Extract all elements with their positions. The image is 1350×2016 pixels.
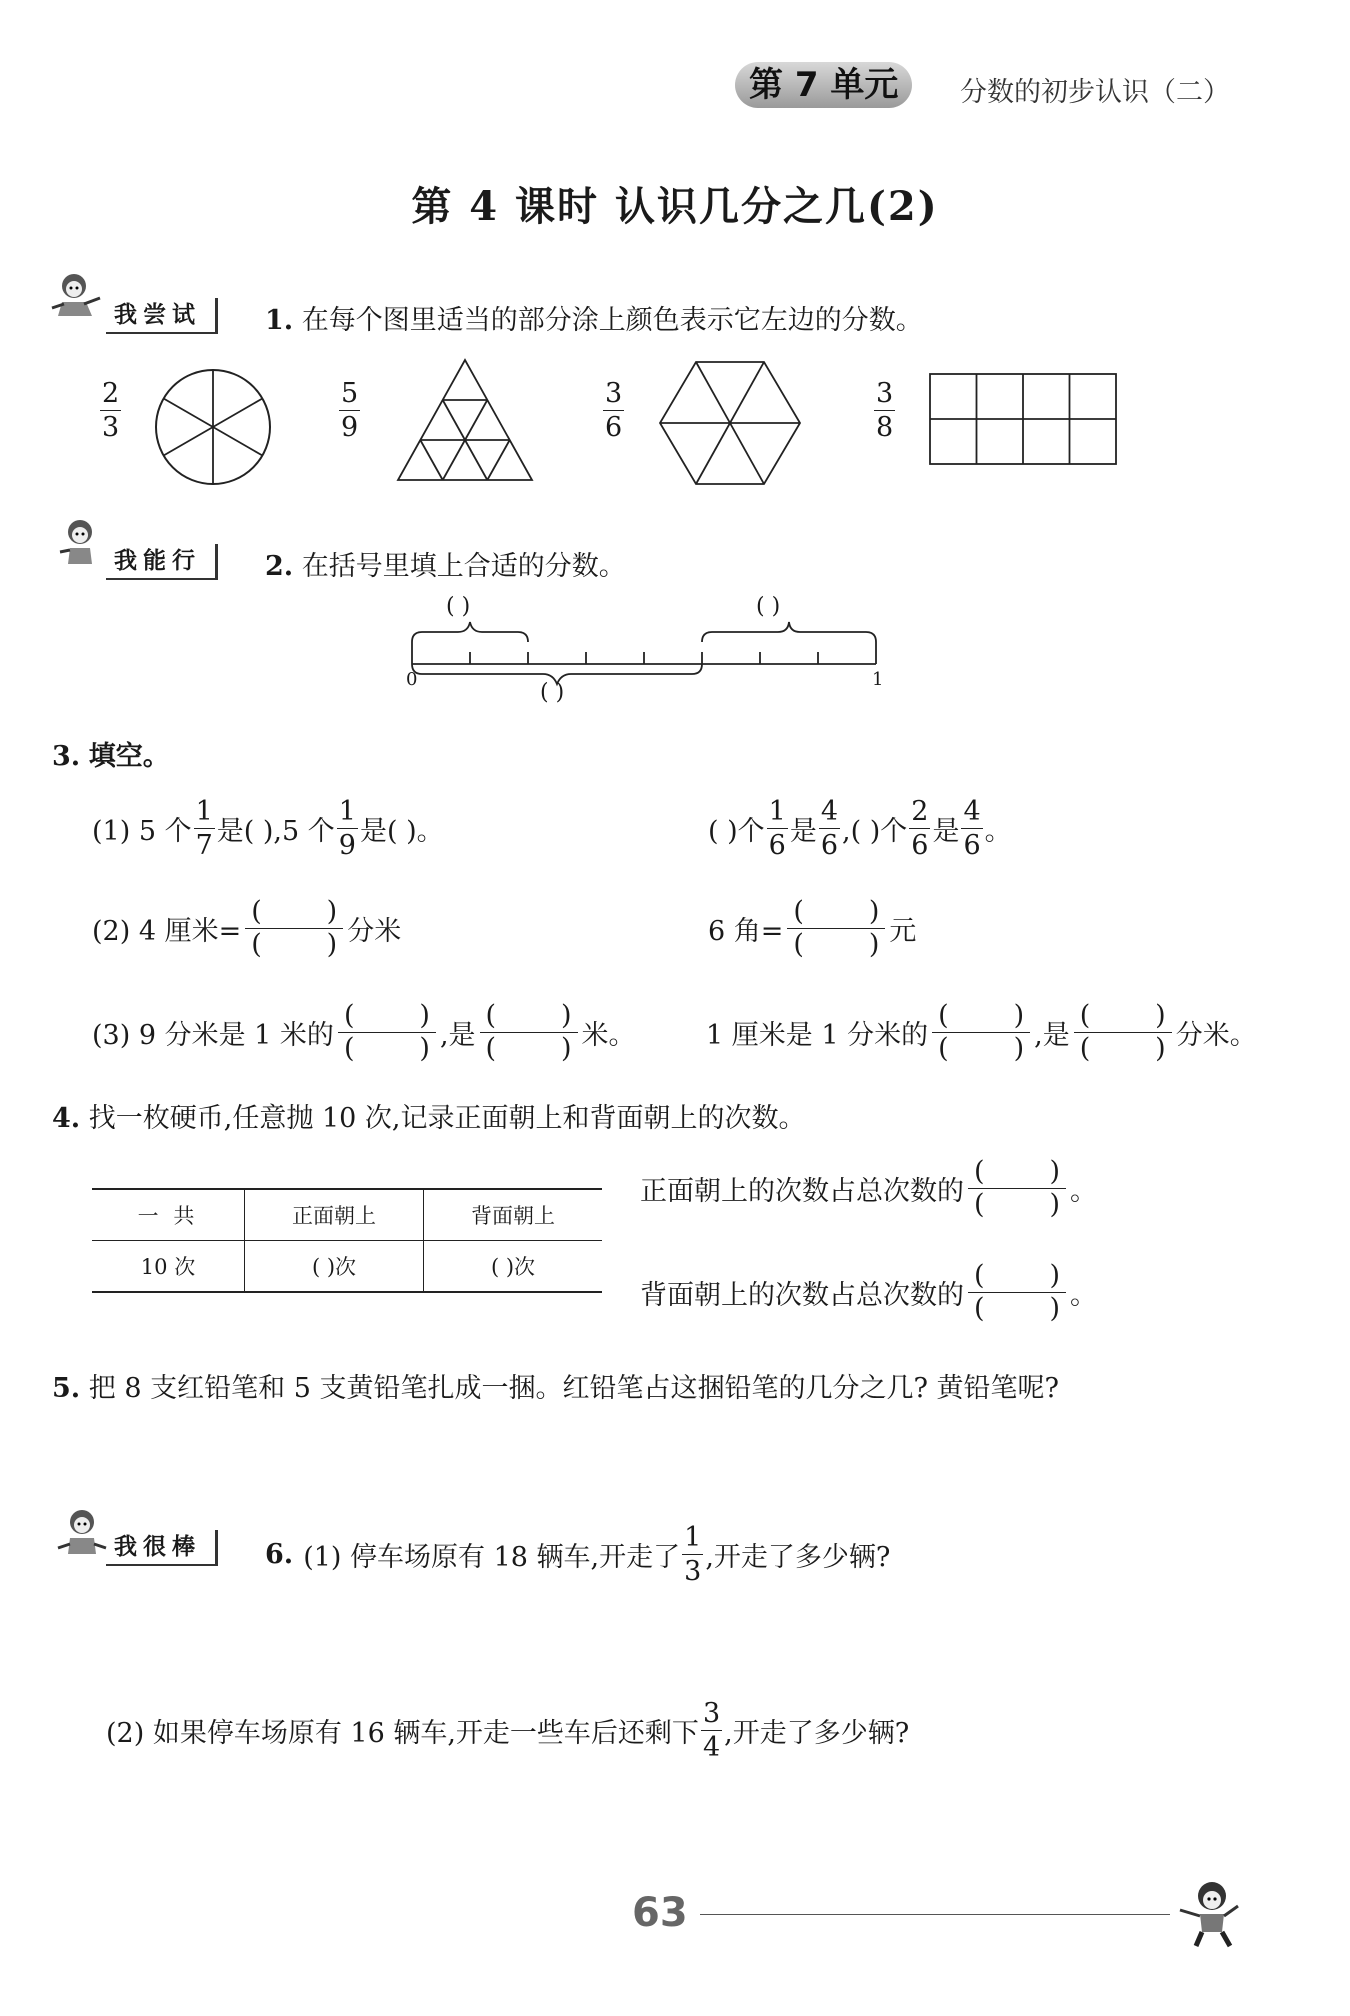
q4-front-question: 正面朝上的次数占总次数的 ( ) ( ) 。 [640, 1156, 1097, 1221]
q4-prompt: 4. 找一枚硬币,任意抛 10 次,记录正面朝上和背面朝上的次数。 [52, 1103, 806, 1134]
number-line [398, 596, 898, 706]
q1-fraction-hexagon: $\frac{3}{6}$ [605, 378, 623, 443]
mascot-boy-icon [1176, 1876, 1252, 1950]
badge-try: 我尝试 [106, 298, 218, 334]
q1-fraction-rectangle: $\frac{3}{8}$ [876, 378, 894, 443]
mascot-girl-icon [52, 514, 108, 570]
hexagon-figure[interactable] [656, 358, 804, 488]
q3-row3-right: 1 厘米是 1 分米的 ( ) ( ) ,是 ( ) ( ) 分米。 [706, 1000, 1257, 1065]
table-cell[interactable]: ( )次 [490, 1255, 536, 1279]
fraction-blank[interactable]: ( ) ( ) [932, 1002, 1030, 1064]
fraction-blank[interactable]: ( ) ( ) [1074, 1002, 1172, 1064]
fraction-blank[interactable]: ( ) ( ) [338, 1002, 436, 1064]
q3-blank[interactable]: ( )个 [708, 816, 765, 847]
q5-prompt: 5. 把 8 支红铅笔和 5 支黄铅笔扎成一捆。红铅笔占这捆铅笔的几分之几? 黄铅笔呢? [52, 1373, 1060, 1404]
unit-subtitle: 分数的初步认识（二） [960, 77, 1230, 108]
q2-number: 2. [265, 551, 294, 582]
badge-can: 我能行 [106, 544, 218, 580]
footer-divider [700, 1914, 1170, 1915]
unit-badge: 第 7 单元 [735, 62, 912, 108]
q4-back-question: 背面朝上的次数占总次数的 ( ) ( ) 。 [640, 1260, 1097, 1325]
q1-fraction-circle: $\frac{2}{3}$ [102, 378, 120, 443]
q3-row1-right: ( )个 $\frac{1}{6}$ 是 $\frac{4}{6}$ ,( )个 $\frac{2}{6}$ 是 $\frac{4}{6}$ 。 [708, 796, 1012, 861]
table-header: 一 共 [92, 1189, 245, 1241]
number-line-end: 1 [872, 669, 884, 690]
table-cell[interactable]: ( )次 [245, 1241, 424, 1293]
table-header: 背面朝上 [471, 1204, 555, 1228]
q2-blank-top-left[interactable]: ( ) [446, 594, 471, 619]
fraction-blank[interactable]: ( ) ( ) [245, 898, 343, 960]
fraction-blank[interactable]: ( ) ( ) [787, 898, 885, 960]
q1-prompt [265, 298, 923, 337]
q2-prompt [265, 544, 626, 583]
q2-text: 在括号里填上合适的分数。 [301, 551, 626, 582]
q3-row3-left: (3) 9 分米是 1 米的 ( ) ( ) ,是 ( ) ( ) 米。 [92, 1000, 636, 1065]
q1-number: 1. [265, 305, 294, 336]
coin-record-table [92, 1188, 602, 1293]
q3-blank[interactable]: ,( )个 [842, 816, 908, 847]
circle-figure[interactable] [152, 366, 274, 488]
lesson-title: 第 4 课时 认识几分之几(2) [411, 183, 939, 230]
q3-row2-right: 6 角= ( ) ( ) 元 [708, 896, 917, 961]
fraction-blank[interactable]: ( ) ( ) [968, 1158, 1066, 1220]
q3-blank[interactable]: 是( )。 [359, 816, 444, 847]
q3-title: 3. 填空。 [52, 741, 170, 772]
rectangle-figure[interactable] [928, 372, 1120, 468]
triangle-figure[interactable] [394, 356, 536, 484]
badge-great: 我很棒 [106, 1530, 218, 1566]
fraction-blank[interactable]: ( ) ( ) [968, 1262, 1066, 1324]
mascot-girl-icon [48, 268, 104, 324]
number-line-start: 0 [406, 669, 418, 690]
q6-part1: 6. (1) 停车场原有 18 辆车,开走了 $\frac{1}{3}$ ,开走了多少辆? [265, 1522, 891, 1587]
q3-row2-left: (2) 4 厘米= ( ) ( ) 分米 [92, 896, 402, 961]
table-header: 正面朝上 [245, 1189, 424, 1241]
q3-row1: (1) 5 个 $\frac{1}{7}$ 是( ),5 个 $\frac{1}{9}$ 是( )。 [92, 796, 444, 861]
fraction-blank[interactable]: ( ) ( ) [480, 1002, 578, 1064]
q2-blank-bottom[interactable]: ( ) [540, 680, 565, 705]
page-number: 63 [632, 1890, 688, 1936]
q6-part2: (2) 如果停车场原有 16 辆车,开走一些车后还剩下 $\frac{3}{4}$ ,开走了多少辆? [106, 1698, 910, 1763]
q1-fraction-triangle: $\frac{5}{9}$ [341, 378, 359, 443]
mascot-girl-icon [54, 1504, 110, 1560]
q3-blank[interactable]: 是( ),5 个 [216, 816, 335, 847]
q1-text: 在每个图里适当的部分涂上颜色表示它左边的分数。 [301, 305, 923, 336]
table-cell: 10 次 [92, 1241, 245, 1293]
q2-blank-top-right[interactable]: ( ) [756, 594, 781, 619]
